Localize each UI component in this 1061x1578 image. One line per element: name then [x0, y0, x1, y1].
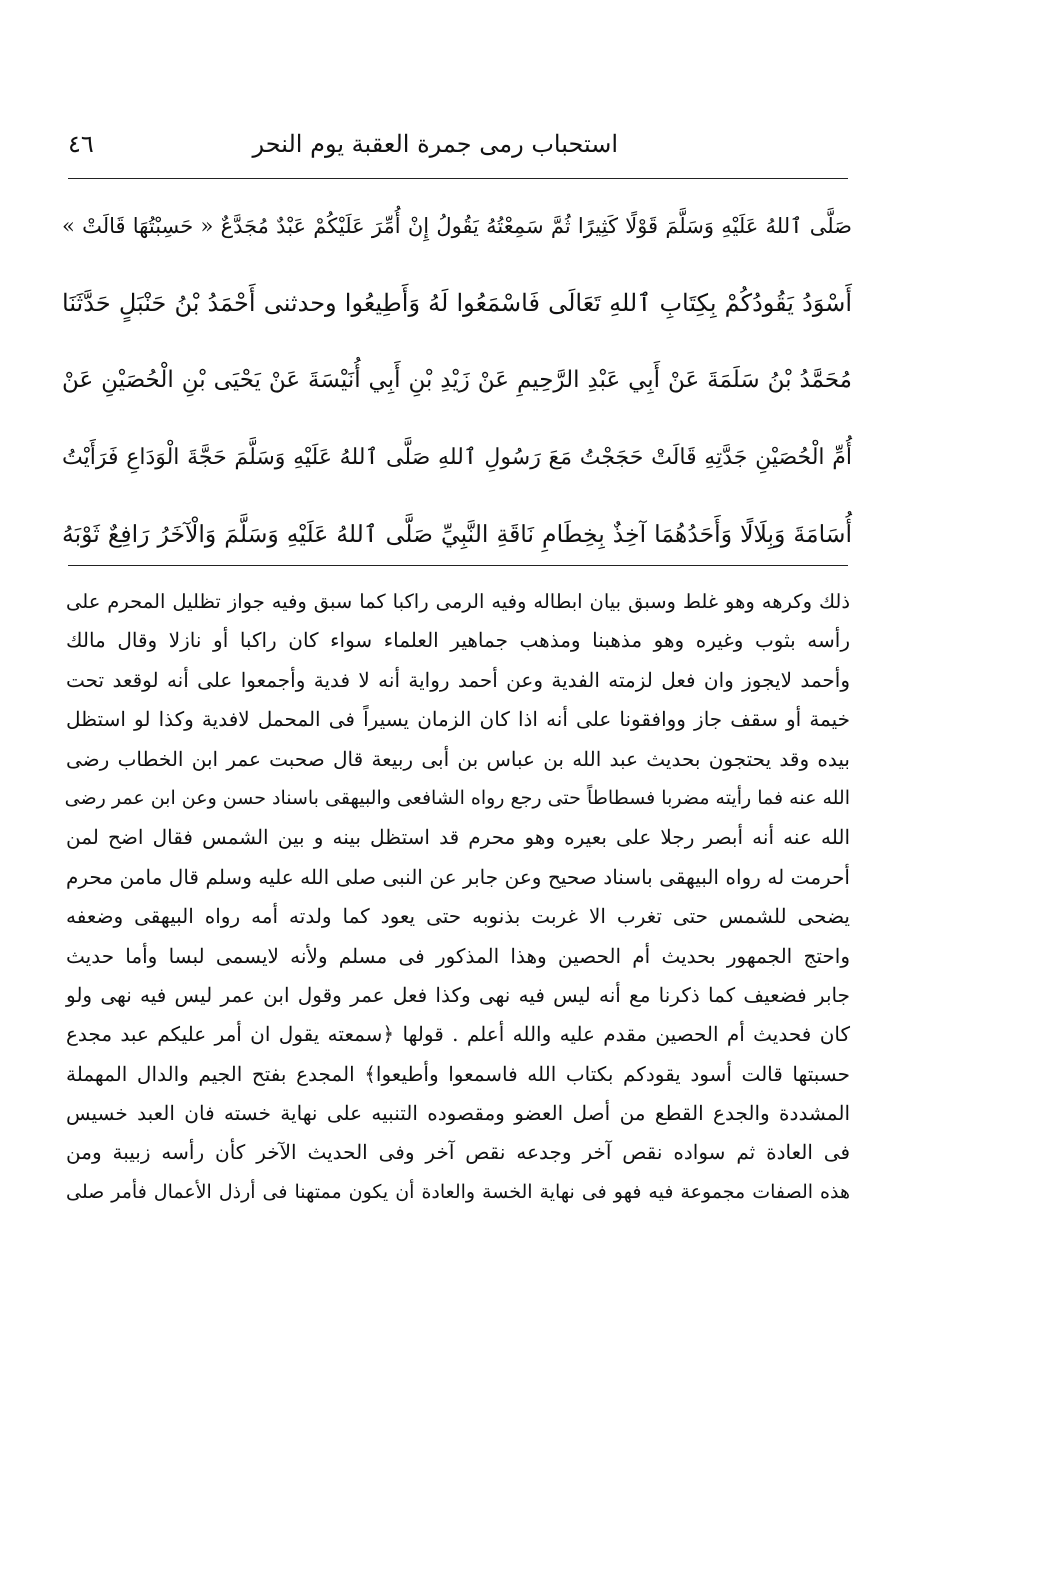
commentary-line: حسبتها قالت أسود يقودكم بكتاب الله فاسمعوا وأطيعوا﴾ المجدع بفتح الجيم والدال المهملة [66, 1061, 850, 1086]
commentary-line: بيده وقد يحتجون بحديث عبد الله بن عباس بن أبى ربيعة قال صحبت عمر ابن الخطاب رضى [66, 746, 850, 771]
commentary-line: الله عنه فما رأيته مضربا فسطاطاً حتى رجع رواه الشافعى والبيهقى باسناد حسن وعن ابن عمر رضى [64, 786, 850, 809]
hadith-line: أُمِّ الْحُصَيْنِ جَدَّتِهِ قَالَتْ حَجَجْتُ مَعَ رَسُولِ ٱللهِ صَلَّى ٱللهُ عَلَيْهِ وَسَلَّمَ حَجَّةَ الْوَدَاعِ فَرَأَيْتُ [62, 445, 852, 470]
commentary-line: ذلك وكرهه وهو غلط وسبق بيان ابطاله وفيه الرمى راكبا كما سبق وفيه جواز تظليل المحرم على [66, 590, 850, 613]
commentary-line: وأحمد لايجوز وان فعل لزمته الفدية وعن أحمد رواية أنه لا فدية وأجمعوا على أنه لوقعد تحت [66, 667, 850, 692]
commentary-text-block [66, 582, 850, 1212]
hadith-line: أَسْوَدُ يَقُودُكُمْ بِكِتَابِ ٱللهِ تَعَالَى فَاسْمَعُوا لَهُ وَأَطِيعُوا وحدثنى أَحْمَدُ بْنُ حَنْبَلٍ حَدَّثَنَا [62, 289, 852, 317]
commentary-line: أحرمت له رواه البيهقى باسناد صحيح وعن جابر عن النبى صلى الله عليه وسلم قال مامن محرم [66, 864, 850, 889]
commentary-line: جابر فضعيف كما ذكرنا مع أنه ليس فيه نهى وكذا فعل عمر وقول ابن عمر ليس فيه نهى ولو [66, 982, 850, 1007]
header-rule [68, 178, 848, 179]
commentary-line: فى العادة ثم سواده نقص آخر وجدعه نقص آخر وفى الحديث الآخر كأن رأسه زبيبة ومن [66, 1140, 851, 1165]
chapter-title: استحباب رمى جمرة العقبة يوم النحر [252, 130, 618, 158]
page-header [68, 126, 848, 172]
page-number: ٤٦ [68, 130, 94, 158]
commentary-line: هذه الصفات مجموعة فيه فهو فى نهاية الخسة والعادة أن يكون ممتهنا فى أرذل الأعمال فأمر صلى [66, 1180, 850, 1203]
hadith-text-block [62, 188, 852, 573]
commentary-line: يضحى للشمس حتى تغرب الا غربت بذنوبه حتى يعود كما ولدته أمه رواه البيهقى وضعفه [66, 904, 850, 929]
commentary-line: واحتج الجمهور بحديث أم الحصين وهذا المذكور فى مسلم ولأنه لايسمى لبسا وأما حديث [66, 943, 850, 968]
commentary-line: المشددة والجدع القطع من أصل العضو ومقصوده التنبيه على نهاية خسته فان العبد خسيس [66, 1101, 850, 1126]
hadith-line: أُسَامَةَ وَبِلَالًا وَأَحَدُهُمَا آخِذٌ بِخِطَامِ نَاقَةِ النَّبِيِّ صَلَّى ٱللهُ عَلَيْهِ وَسَلَّمَ وَالْآخَرُ رَافِعٌ ثَوْبَهُ [62, 520, 852, 548]
commentary-line: كان فحديث أم الحصين مقدم عليه والله أعلم . قولها ﴿سمعته يقول ان أمر عليكم عبد مجدع [66, 1022, 850, 1047]
commentary-line: الله عنه أنه أبصر رجلا على بعيره وهو محرم قد استظل بينه و بين الشمس فقال اضح لمن [66, 825, 850, 850]
hadith-line: مُحَمَّدُ بْنُ سَلَمَةَ عَنْ أَبِي عَبْدِ الرَّحِيمِ عَنْ زَيْدِ بْنِ أَبِي أُنَيْسَةَ عَنْ يَحْيَى بْنِ الْحُصَيْنِ عَنْ [62, 367, 852, 393]
hadith-line: صَلَّى ٱللهُ عَلَيْهِ وَسَلَّمَ قَوْلًا كَثِيرًا ثُمَّ سَمِعْتُهُ يَقُولُ إِنْ أُمِّرَ عَلَيْكُمْ عَبْدٌ مُجَدَّعٌ « حَسِبْتُهَا قَالَتْ » [62, 214, 852, 238]
commentary-line: خيمة أو سقف جاز ووافقونا على أنه اذا كان الزمان يسيراً فى المحمل لافدية وكذا لو استظل [66, 707, 850, 732]
section-divider [68, 565, 848, 566]
commentary-line: رأسه بثوب وغيره وهو مذهبنا ومذهب جماهير العلماء سواء كان راكبا أو نازلا وقال مالك [66, 628, 850, 653]
